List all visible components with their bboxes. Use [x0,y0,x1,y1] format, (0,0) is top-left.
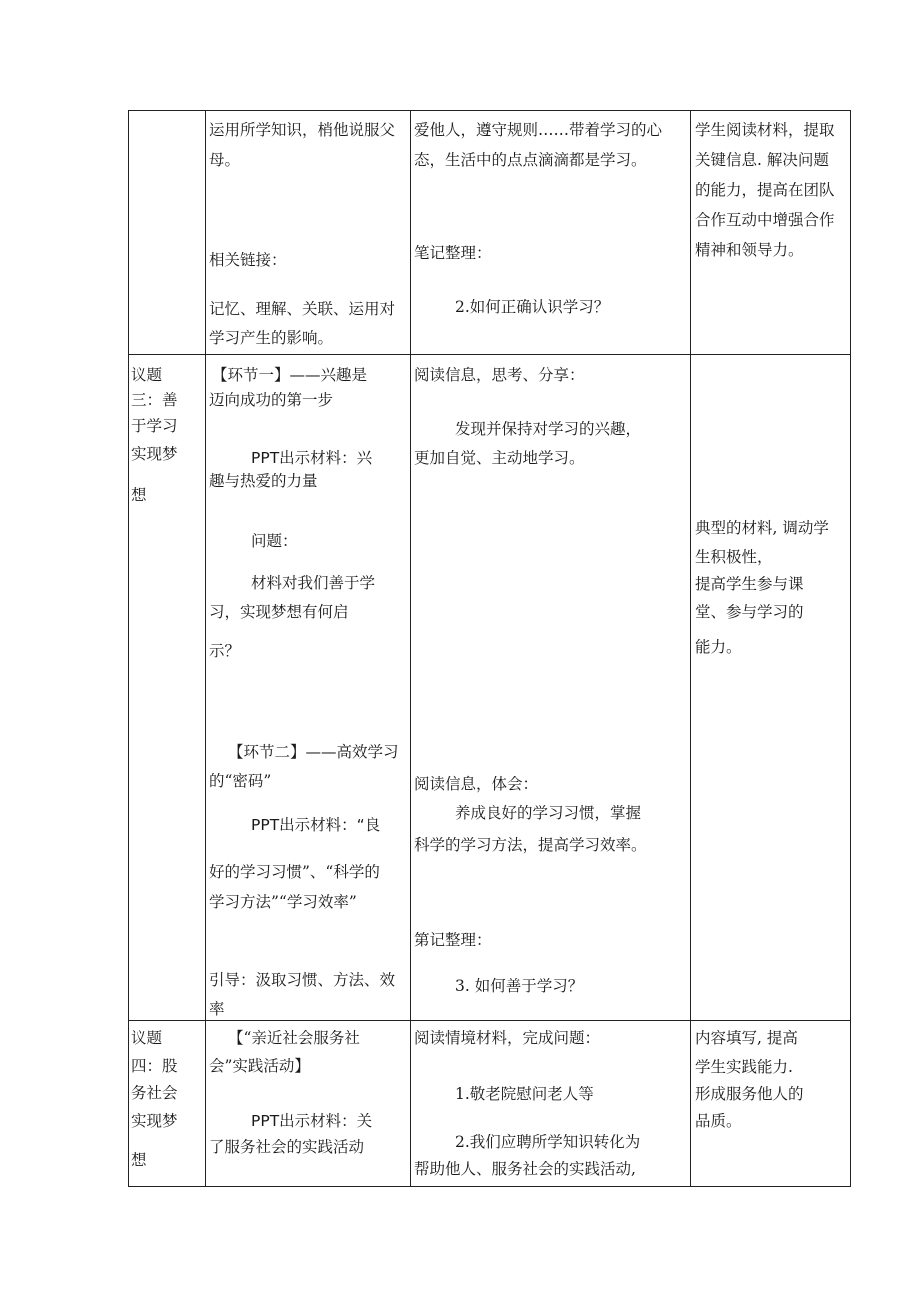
cell-text: 关键信息. 解决问题 [695,151,829,169]
cell-text: 精神和领导力。 [695,241,804,259]
cell-text: 阅读信息，思考、分享： [414,366,585,384]
cell-text: 阅读情境材料，完成问题： [414,1029,601,1047]
topic-text: 实现梦 [131,445,178,463]
cell-text: PPT出示材料：关 [251,1112,373,1130]
cell-text: 2.如何正确认识学习？ [455,298,610,316]
cell-text: 材料对我们善于学 [251,574,376,592]
cell-text: 记忆、理解、关联、运用对 [209,300,396,318]
cell-text: 【“亲近社会服务社 [228,1029,360,1047]
row-divider-1 [128,354,851,355]
cell-text: 好的学习习惯”、“科学的 [209,863,380,881]
cell-text: 趣与热爱的力量 [209,472,318,490]
topic-text: 于学习 [131,417,178,435]
cell-text: 会”实践活动】 [209,1057,310,1075]
cell-text: 爱他人，遵守规则……带着学习的心 [414,121,663,139]
cell-text: 内容填写, 提高 [695,1029,798,1047]
table-left-border [128,110,129,1187]
cell-text: 【环节二】——高效学习 [228,743,399,761]
table-right-border [850,110,851,1187]
column-divider-3 [690,110,691,1187]
cell-text: 示？ [209,642,241,660]
cell-text: 科学的学习方法，提高学习效率。 [414,836,647,854]
cell-text: 相关链接： [209,251,287,269]
cell-text: 堂、参与学习的 [695,603,804,621]
cell-text: 迈向成功的第一步 [209,391,334,409]
cell-text: 3. 如何善于学习？ [455,977,584,995]
cell-text: 生积极性， [695,548,773,566]
topic-text: 四：股 [131,1057,178,1075]
cell-text: 【环节一】——兴趣是 [212,366,368,384]
cell-text: 的“密码” [209,772,272,790]
cell-text: 形成服务他人的 [695,1085,804,1103]
cell-text: 更加自觉、主动地学习。 [414,449,585,467]
cell-text: 帮助他人、服务社会的实践活动, [414,1160,636,1178]
cell-text: 问题： [251,532,298,550]
cell-text: 能力。 [695,638,742,656]
cell-text: 品质。 [695,1112,742,1130]
topic-text: 议题 [131,1029,163,1047]
topic-text: 想 [131,1151,147,1169]
column-divider-2 [410,110,411,1187]
topic-text: 议题 [131,366,163,384]
cell-text: 率 [209,1000,225,1018]
cell-text: 养成良好的学习习惯，掌握 [455,804,642,822]
cell-text: 态，生活中的点点滴滴都是学习。 [414,151,647,169]
cell-text: 典型的材料, 调动学 [695,519,829,537]
cell-text: 运用所学知识，梢他说服父 [209,121,396,139]
cell-text: 学生实践能力. [695,1058,793,1076]
topic-text: 实现梦 [131,1112,178,1130]
column-divider-1 [205,110,206,1187]
cell-text: 第记整理： [414,931,492,949]
cell-text: 的能力，提高在团队 [695,181,835,199]
table-bottom-border [128,1186,851,1187]
cell-text: PPT出示材料：“良 [251,816,381,834]
cell-text: PPT出示材料：兴 [251,449,373,467]
topic-text: 想 [131,486,147,504]
cell-text: 母。 [209,151,241,169]
cell-text: 2.我们应聘所学知识转化为 [455,1133,641,1151]
cell-text: 提高学生参与课 [695,575,804,593]
cell-text: 习，实现梦想有何启 [209,603,349,621]
cell-text: 阅读信息，体会： [414,775,539,793]
topic-text: 三：善 [131,391,178,409]
row-divider-2 [128,1020,851,1021]
cell-text: 引导：汲取习惯、方法、效 [209,971,396,989]
cell-text: 合作互动中增强合作 [695,211,835,229]
cell-text: 学习方法”“学习效率” [209,893,357,911]
topic-text: 务社会 [131,1084,178,1102]
cell-text: 学习产生的影响。 [209,329,334,347]
table-top-border [128,110,851,111]
cell-text: 发现并保持对学习的兴趣， [455,420,642,438]
cell-text: 了服务社会的实践活动 [209,1138,365,1156]
cell-text: 学生阅读材料，提取 [695,121,835,139]
cell-text: 笔记整理： [414,244,492,262]
cell-text: 1.敬老院慰问老人等 [455,1085,594,1103]
